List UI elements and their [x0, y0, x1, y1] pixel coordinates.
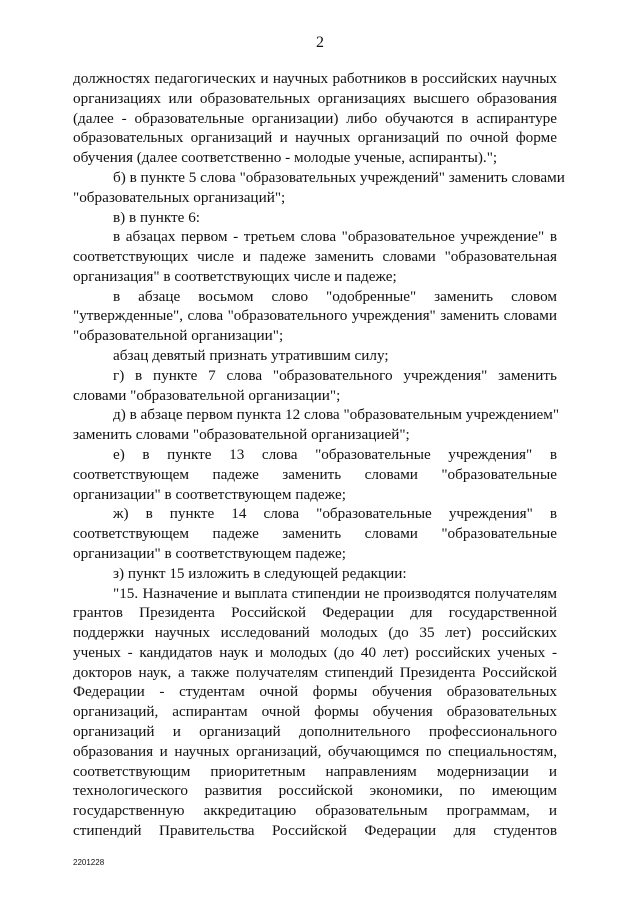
text-line: соответствующем падеже заменить словами "образовательные — [73, 525, 557, 543]
text-line: "утвержденные", слова "образовательного учреждения" заменить словами — [73, 307, 557, 325]
text-line: организаций и организаций дополнительного профессионального — [73, 723, 557, 741]
text-line: технологического развития российской экономики, по имеющим — [73, 782, 557, 800]
text-line: организаций, аспирантам очной формы обучения образовательных — [73, 703, 557, 721]
text-line: грантов Президента Российской Федерации для государственной — [73, 604, 557, 622]
text-line: б) в пункте 5 слова "образовательных учреждений" заменить словами — [113, 168, 565, 186]
text-line: "образовательных организаций"; — [73, 188, 286, 206]
text-line: организация" в соответствующих числе и падеже; — [73, 267, 397, 285]
text-line: абзац девятый признать утратившим силу; — [113, 347, 389, 365]
text-line: организации" в соответствующем падеже; — [73, 485, 346, 503]
page-number: 2 — [316, 34, 324, 51]
text-line: государственную аккредитацию образовательным программам, и — [73, 802, 557, 820]
text-line: ученых - кандидатов наук и молодых (до 40 лет) российских ученых - — [73, 643, 557, 661]
text-line: з) пункт 15 изложить в следующей редакции: — [113, 564, 407, 582]
text-line: организациях или образовательных организациях высшего образования — [73, 89, 557, 107]
text-line: Федерации - студентам очной формы обучения образовательных — [73, 683, 557, 701]
text-line: обучения (далее соответственно - молодые ученые, аспиранты)."; — [73, 149, 498, 167]
text-line: поддержки научных исследований молодых (до 35 лет) российских — [73, 624, 557, 642]
text-line: (далее - образовательные организации) либо обучаются в аспирантуре — [73, 109, 557, 127]
text-line: е) в пункте 13 слова "образовательные учреждения" в — [113, 446, 557, 463]
text-line: г) в пункте 7 слова "образовательного учреждения" заменить — [113, 366, 557, 384]
text-line: организации" в соответствующем падеже; — [73, 544, 346, 562]
text-line: соответствующих числе и падеже заменить словами "образовательная — [73, 248, 557, 266]
document-code: 2201228 — [73, 858, 105, 867]
text-line: образовательных организаций и научных организаций по очной форме — [73, 129, 557, 147]
text-line: "образовательной организации"; — [73, 327, 284, 345]
text-line: в абзаце восьмом слово "одобренные" заменить словом — [113, 287, 557, 305]
text-line: соответствующим приоритетным направлениям модернизации и — [73, 762, 557, 780]
text-line: "15. Назначение и выплата стипендии не производятся получателям — [113, 584, 557, 602]
text-line: докторов наук, а также получателям стипендий Президента Российской — [73, 663, 557, 681]
text-line: в) в пункте 6: — [113, 208, 201, 226]
text-line: образования и научных организаций, обучающимся по специальностям, — [73, 742, 557, 760]
text-line: должностях педагогических и научных работников в российских научных — [73, 70, 557, 87]
text-line: словами "образовательной организации"; — [73, 386, 341, 404]
text-line: ж) в пункте 14 слова "образовательные учреждения" в — [113, 505, 557, 523]
text-line: в абзацах первом - третьем слова "образовательное учреждение" в — [113, 228, 557, 246]
text-line: заменить словами "образовательной организацией"; — [73, 426, 410, 444]
text-line: д) в абзаце первом пункта 12 слова "образовательным учреждением" — [113, 406, 560, 424]
text-line: соответствующем падеже заменить словами "образовательные — [73, 465, 557, 483]
text-line: стипендий Правительства Российской Федерации для студентов — [73, 822, 557, 839]
